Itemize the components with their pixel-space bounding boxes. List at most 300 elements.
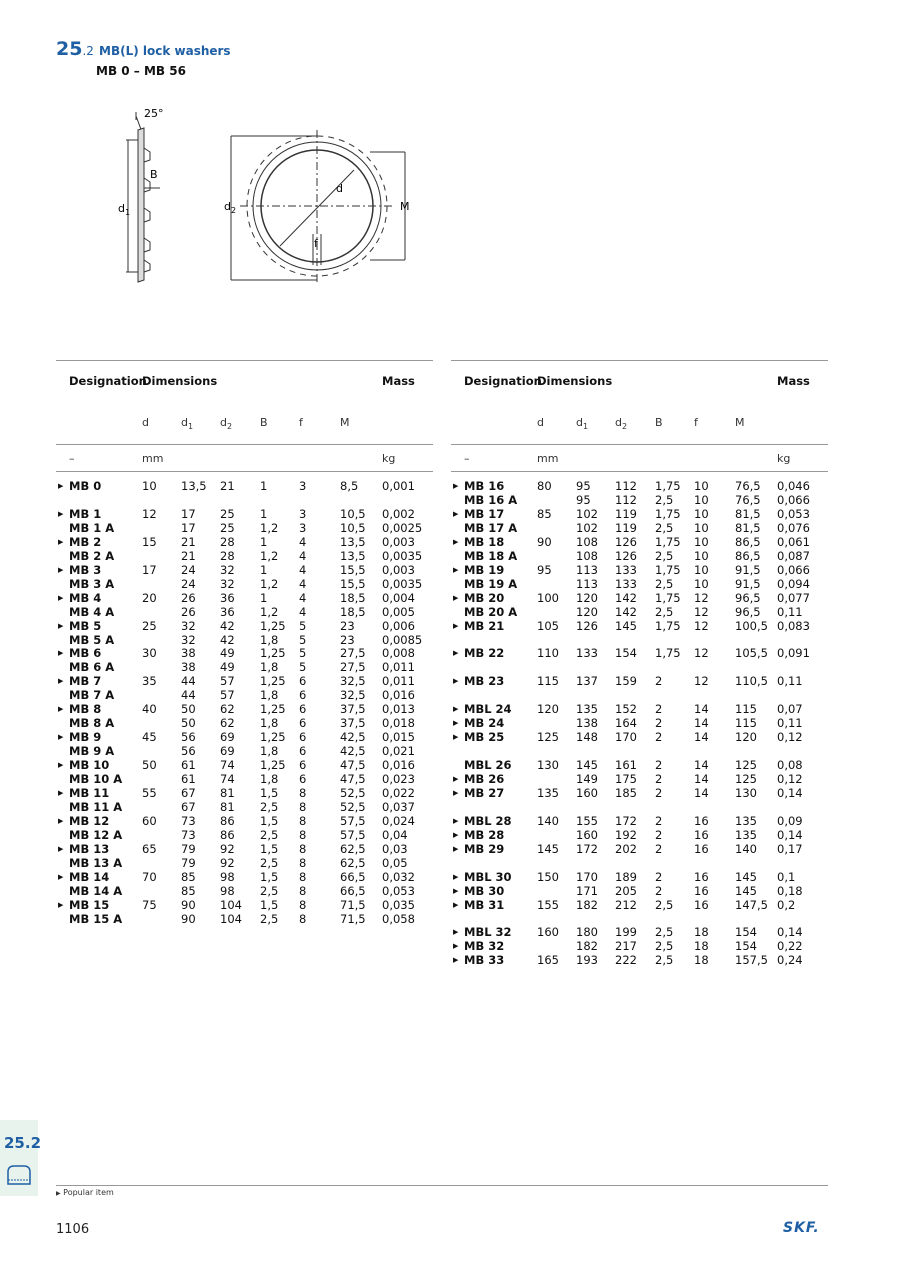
popular-marker-icon: ▶ [453, 593, 459, 602]
d1-cell: 135 [576, 702, 598, 717]
d1-cell: 160 [576, 827, 598, 842]
designation-cell: MBL 26 [464, 758, 512, 772]
mass-cell: 0,023 [382, 772, 415, 786]
popular-marker-icon: ▶ [453, 956, 459, 965]
d1-cell: 95 [576, 479, 591, 493]
d1-label: $d_1$ [118, 202, 131, 217]
b-cell: 2 [655, 702, 663, 717]
designation-cell: MB 20 A [464, 604, 518, 619]
b-cell: 1,25 [260, 758, 286, 772]
mass-cell: 0,077 [777, 590, 810, 605]
m-cell: 66,5 [340, 869, 366, 884]
d2-cell: 185 [615, 785, 637, 800]
popular-marker-icon: ▶ [453, 900, 459, 909]
table-row [56, 898, 433, 926]
d-header: d [537, 416, 544, 429]
d2-cell: 175 [615, 772, 637, 786]
m-cell: 27,5 [340, 646, 366, 661]
mass-cell: 0,037 [382, 799, 415, 814]
designation-header: Designation [69, 374, 147, 388]
designation-cell: MB 33 [464, 953, 505, 968]
table-unit-rule [451, 471, 828, 472]
page-number: 1106 [56, 1222, 90, 1237]
d1-cell: 73 [181, 813, 196, 828]
designation-cell: MB 12 A [69, 827, 123, 842]
popular-marker-icon: ▶ [58, 705, 64, 714]
table-row [451, 870, 828, 898]
b-cell: 1,75 [655, 506, 681, 521]
d2-header: $d_2$ [220, 416, 233, 431]
designation-cell: MB 27 [464, 785, 505, 800]
d1-cell: 24 [181, 576, 196, 591]
table-row [56, 591, 433, 619]
b-cell: 1 [260, 562, 268, 577]
d2-cell: 36 [220, 604, 235, 619]
unit-kg: kg [382, 452, 396, 465]
d2-cell: 74 [220, 758, 235, 772]
m-cell: 47,5 [340, 758, 366, 772]
popular-marker-icon: ▶ [453, 788, 459, 797]
column-group-header [451, 374, 828, 390]
f-cell: 6 [299, 744, 307, 759]
b-cell: 2 [655, 883, 663, 898]
popular-marker-icon: ▶ [58, 509, 64, 518]
mass-cell: 0,066 [777, 493, 810, 507]
d2-cell: 189 [615, 869, 637, 884]
designation-cell: MBL 32 [464, 925, 512, 940]
popular-marker-icon: ▶ [58, 482, 64, 490]
mass-cell: 0,024 [382, 813, 415, 828]
d2-cell: 42 [220, 632, 235, 647]
d1-cell: 108 [576, 548, 598, 563]
f-cell: 5 [299, 660, 307, 675]
table-row [451, 646, 828, 660]
mass-cell: 0,016 [382, 758, 415, 772]
d1-cell: 138 [576, 716, 598, 731]
d1-cell: 155 [576, 813, 598, 828]
d2-cell: 119 [615, 520, 637, 535]
d1-cell: 137 [576, 674, 598, 689]
d1-cell: 17 [181, 506, 196, 521]
designation-cell: MB 14 A [69, 883, 123, 898]
popular-marker-icon: ▶ [58, 733, 64, 742]
popular-marker-icon: ▶ [453, 928, 459, 937]
m-cell: 71,5 [340, 897, 366, 912]
designation-cell: MB 3 A [69, 576, 115, 591]
d1-cell: 21 [181, 534, 196, 549]
designation-cell: MB 17 [464, 506, 505, 521]
m-cell: 120 [735, 730, 757, 745]
d2-cell: 192 [615, 827, 637, 842]
b-cell: 2 [655, 785, 663, 800]
angle-label: 25° [144, 107, 164, 120]
d-cell: 12 [142, 506, 157, 521]
d1-cell: 90 [181, 897, 196, 912]
d-cell: 90 [537, 534, 552, 549]
f-cell: 5 [299, 646, 307, 661]
m-cell: 76,5 [735, 493, 761, 507]
mass-cell: 0,04 [382, 827, 408, 842]
popular-marker-icon: ▶ [453, 509, 459, 518]
designation-cell: MB 7 [69, 674, 102, 689]
f-cell: 12 [694, 590, 709, 605]
d-cell: 145 [537, 841, 559, 856]
f-cell: 3 [299, 479, 307, 493]
b-cell: 1,8 [260, 772, 279, 786]
m-cell: 86,5 [735, 548, 761, 563]
mass-cell: 0,087 [777, 548, 810, 563]
d-cell: 125 [537, 730, 559, 745]
f-cell: 8 [299, 827, 307, 842]
table-top-rule [451, 360, 828, 361]
designation-cell: MB 4 A [69, 604, 115, 619]
m-cell: 96,5 [735, 604, 761, 619]
b-cell: 2 [655, 716, 663, 731]
f-cell: 16 [694, 883, 709, 898]
m-cell: 145 [735, 883, 757, 898]
d2-cell: 212 [615, 897, 637, 912]
side-tab-label: 25.2 [4, 1134, 42, 1152]
b-cell: 1 [260, 534, 268, 549]
d-cell: 50 [142, 758, 157, 772]
designation-cell: MB 18 A [464, 548, 518, 563]
d2-cell: 159 [615, 674, 637, 689]
mass-cell: 0,053 [777, 506, 810, 521]
f-cell: 12 [694, 674, 709, 689]
d-cell: 155 [537, 897, 559, 912]
d-cell: 75 [142, 897, 157, 912]
f-cell: 4 [299, 576, 307, 591]
m-cell: 66,5 [340, 883, 366, 898]
m-cell: 105,5 [735, 646, 768, 661]
m-header: M [340, 416, 350, 429]
designation-cell: MB 8 [69, 702, 102, 717]
d2-cell: 69 [220, 744, 235, 759]
f-cell: 14 [694, 702, 709, 717]
table-row [451, 730, 828, 744]
d2-cell: 92 [220, 841, 235, 856]
d2-cell: 154 [615, 646, 637, 661]
d-cell: 10 [142, 479, 157, 493]
mass-cell: 0,05 [382, 855, 408, 870]
table-row [451, 842, 828, 856]
m-cell: 71,5 [340, 911, 366, 926]
m-header: M [735, 416, 745, 429]
d1-cell: 171 [576, 883, 598, 898]
mass-cell: 0,011 [382, 660, 415, 675]
column-group-header [56, 374, 433, 390]
d2-cell: 62 [220, 716, 235, 731]
d1-cell: 113 [576, 562, 598, 577]
d2-cell: 133 [615, 562, 637, 577]
mass-cell: 0,004 [382, 590, 415, 605]
b-header: B [655, 416, 663, 429]
m-cell: 130 [735, 785, 757, 800]
d1-cell: 44 [181, 688, 196, 703]
table-row [56, 814, 433, 842]
b-cell: 2 [655, 730, 663, 745]
table-row [451, 814, 828, 842]
f-cell: 10 [694, 520, 709, 535]
table-row [56, 702, 433, 730]
popular-marker-icon: ▶ [58, 537, 64, 546]
mass-cell: 0,2 [777, 897, 796, 912]
f-cell: 6 [299, 758, 307, 772]
d1-cell: 56 [181, 730, 196, 745]
d1-cell: 172 [576, 841, 598, 856]
table-row [451, 674, 828, 688]
mass-cell: 0,066 [777, 562, 810, 577]
table-mid-rule [451, 444, 828, 445]
designation-cell: MB 21 [464, 618, 505, 633]
d1-cell: 180 [576, 925, 598, 940]
b-cell: 2 [655, 841, 663, 856]
b-cell: 2,5 [655, 576, 674, 591]
b-cell: 1,2 [260, 548, 279, 563]
mass-cell: 0,11 [777, 604, 803, 619]
d2-cell: 28 [220, 534, 235, 549]
d-cell: 160 [537, 925, 559, 940]
m-cell: 37,5 [340, 716, 366, 731]
d2-cell: 32 [220, 576, 235, 591]
b-cell: 1,5 [260, 869, 279, 884]
designation-cell: MB 31 [464, 897, 505, 912]
mass-cell: 0,046 [777, 479, 810, 493]
d2-cell: 164 [615, 716, 637, 731]
d1-cell: 50 [181, 702, 196, 717]
mass-cell: 0,008 [382, 646, 415, 661]
f-cell: 10 [694, 548, 709, 563]
designation-cell: MB 11 A [69, 799, 123, 814]
popular-marker-icon: ▶ [58, 593, 64, 602]
m-cell: 10,5 [340, 520, 366, 535]
f-cell: 6 [299, 702, 307, 717]
d-header: d [142, 416, 149, 429]
mass-cell: 0,076 [777, 520, 810, 535]
d1-cell: 85 [181, 883, 196, 898]
f-cell: 8 [299, 785, 307, 800]
table-row [56, 619, 433, 647]
m-cell: 8,5 [340, 479, 359, 493]
table-row [56, 479, 433, 493]
d-cell: 65 [142, 841, 157, 856]
designation-cell: MB 16 [464, 479, 505, 493]
b-cell: 1,8 [260, 660, 279, 675]
table-row [56, 758, 433, 786]
b-cell: 1,5 [260, 841, 279, 856]
designation-cell: MB 4 [69, 590, 102, 605]
designation-cell: MB 16 A [464, 493, 518, 507]
designation-cell: MBL 24 [464, 702, 512, 717]
mass-cell: 0,09 [777, 813, 803, 828]
m-cell: 154 [735, 925, 757, 940]
d1-cell: 44 [181, 674, 196, 689]
mass-cell: 0,021 [382, 744, 415, 759]
f-cell: 14 [694, 730, 709, 745]
popular-marker-icon: ▶ [58, 621, 64, 630]
mass-cell: 0,17 [777, 841, 803, 856]
popular-marker-icon: ▶ [58, 872, 64, 881]
dimensions-header: Dimensions [537, 374, 613, 388]
table-row [56, 870, 433, 898]
d1-cell: 133 [576, 646, 598, 661]
table-row [451, 619, 828, 633]
b-cell: 1,25 [260, 702, 286, 717]
f-cell: 14 [694, 758, 709, 772]
f-cell: 3 [299, 506, 307, 521]
m-cell: 135 [735, 813, 757, 828]
b-cell: 1 [260, 506, 268, 521]
b-label: B [150, 168, 158, 181]
d1-cell: 182 [576, 939, 598, 954]
b-cell: 1,75 [655, 562, 681, 577]
d2-cell: 57 [220, 688, 235, 703]
designation-cell: MB 22 [464, 646, 505, 661]
d1-cell: 120 [576, 604, 598, 619]
table-row [451, 479, 828, 507]
d2-cell: 74 [220, 772, 235, 786]
d2-label: $d_2$ [224, 200, 237, 215]
d2-cell: 152 [615, 702, 637, 717]
mass-cell: 0,08 [777, 758, 803, 772]
m-cell: 47,5 [340, 772, 366, 786]
designation-cell: MB 14 [69, 869, 110, 884]
b-cell: 1,2 [260, 604, 279, 619]
d2-cell: 57 [220, 674, 235, 689]
d2-cell: 202 [615, 841, 637, 856]
mass-cell: 0,005 [382, 604, 415, 619]
washer-icon [6, 1164, 32, 1186]
d2-cell: 98 [220, 883, 235, 898]
mass-cell: 0,061 [777, 534, 810, 549]
mass-cell: 0,001 [382, 479, 415, 493]
f-cell: 18 [694, 939, 709, 954]
d1-cell: 13,5 [181, 479, 207, 493]
b-cell: 1,8 [260, 688, 279, 703]
left-table [56, 360, 433, 926]
f-cell: 10 [694, 576, 709, 591]
f-cell: 16 [694, 827, 709, 842]
f-cell: 4 [299, 562, 307, 577]
d1-cell: 26 [181, 590, 196, 605]
f-cell: 6 [299, 730, 307, 745]
table-row [451, 758, 828, 786]
b-cell: 2,5 [655, 939, 674, 954]
d2-cell: 142 [615, 604, 637, 619]
m-cell: 52,5 [340, 799, 366, 814]
section-header [56, 38, 231, 78]
d2-cell: 49 [220, 646, 235, 661]
f-cell: 16 [694, 813, 709, 828]
d-cell: 130 [537, 758, 559, 772]
m-cell: 147,5 [735, 897, 768, 912]
popular-marker-icon: ▶ [453, 830, 459, 839]
side-view [126, 112, 160, 282]
mass-cell: 0,24 [777, 953, 803, 968]
f-cell: 8 [299, 883, 307, 898]
designation-cell: MB 30 [464, 883, 505, 898]
f-cell: 4 [299, 590, 307, 605]
b-cell: 2,5 [655, 548, 674, 563]
mass-cell: 0,14 [777, 827, 803, 842]
designation-cell: MB 1 [69, 506, 102, 521]
f-cell: 6 [299, 674, 307, 689]
designation-cell: MB 3 [69, 562, 102, 577]
d2-cell: 86 [220, 827, 235, 842]
d2-cell: 98 [220, 869, 235, 884]
d1-cell: 126 [576, 618, 598, 633]
designation-cell: MB 15 A [69, 911, 123, 926]
d2-cell: 69 [220, 730, 235, 745]
d2-cell: 170 [615, 730, 637, 745]
b-cell: 2,5 [260, 827, 279, 842]
m-cell: 76,5 [735, 479, 761, 493]
b-cell: 1,75 [655, 646, 681, 661]
d-cell: 20 [142, 590, 157, 605]
f-cell: 6 [299, 688, 307, 703]
d1-cell: 67 [181, 785, 196, 800]
b-cell: 2,5 [260, 855, 279, 870]
designation-cell: MB 18 [464, 534, 505, 549]
d1-cell: 108 [576, 534, 598, 549]
designation-cell: MB 17 A [464, 520, 518, 535]
section-title: MB(L) lock washers [99, 44, 231, 58]
mass-cell: 0,002 [382, 506, 415, 521]
unit-row [56, 452, 433, 466]
m-cell: 154 [735, 939, 757, 954]
m-cell: 145 [735, 869, 757, 884]
d-cell: 95 [537, 562, 552, 577]
m-cell: 115 [735, 716, 757, 731]
mass-cell: 0,013 [382, 702, 415, 717]
m-cell: 32,5 [340, 674, 366, 689]
m-cell: 57,5 [340, 813, 366, 828]
d-label: d [336, 182, 343, 195]
designation-cell: MB 2 [69, 534, 102, 549]
mass-cell: 0,091 [777, 646, 810, 661]
mass-cell: 0,0035 [382, 548, 423, 563]
designation-cell: MB 26 [464, 772, 505, 786]
table-row [451, 898, 828, 912]
f-cell: 10 [694, 479, 709, 493]
designation-cell: MB 9 [69, 730, 102, 745]
table-row [56, 786, 433, 814]
d-cell: 60 [142, 813, 157, 828]
designation-cell: MB 9 A [69, 744, 115, 759]
b-cell: 1 [260, 590, 268, 605]
designation-cell: MB 29 [464, 841, 505, 856]
f-cell: 8 [299, 799, 307, 814]
f-cell: 4 [299, 548, 307, 563]
b-cell: 2,5 [260, 911, 279, 926]
mass-cell: 0,03 [382, 841, 408, 856]
m-cell: 52,5 [340, 785, 366, 800]
designation-cell: MB 5 [69, 618, 102, 633]
b-cell: 1,8 [260, 716, 279, 731]
d2-cell: 112 [615, 493, 637, 507]
unit-mm: mm [537, 452, 559, 465]
d1-cell: 32 [181, 632, 196, 647]
d-cell: 165 [537, 953, 559, 968]
popular-marker-icon: ▶ [58, 649, 64, 658]
column-symbol-header [451, 416, 828, 430]
table-row [56, 507, 433, 535]
popular-marker-icon: ▶ [453, 537, 459, 546]
f-cell: 4 [299, 604, 307, 619]
d1-cell: 85 [181, 869, 196, 884]
b-cell: 2,5 [655, 953, 674, 968]
f-cell: 12 [694, 604, 709, 619]
